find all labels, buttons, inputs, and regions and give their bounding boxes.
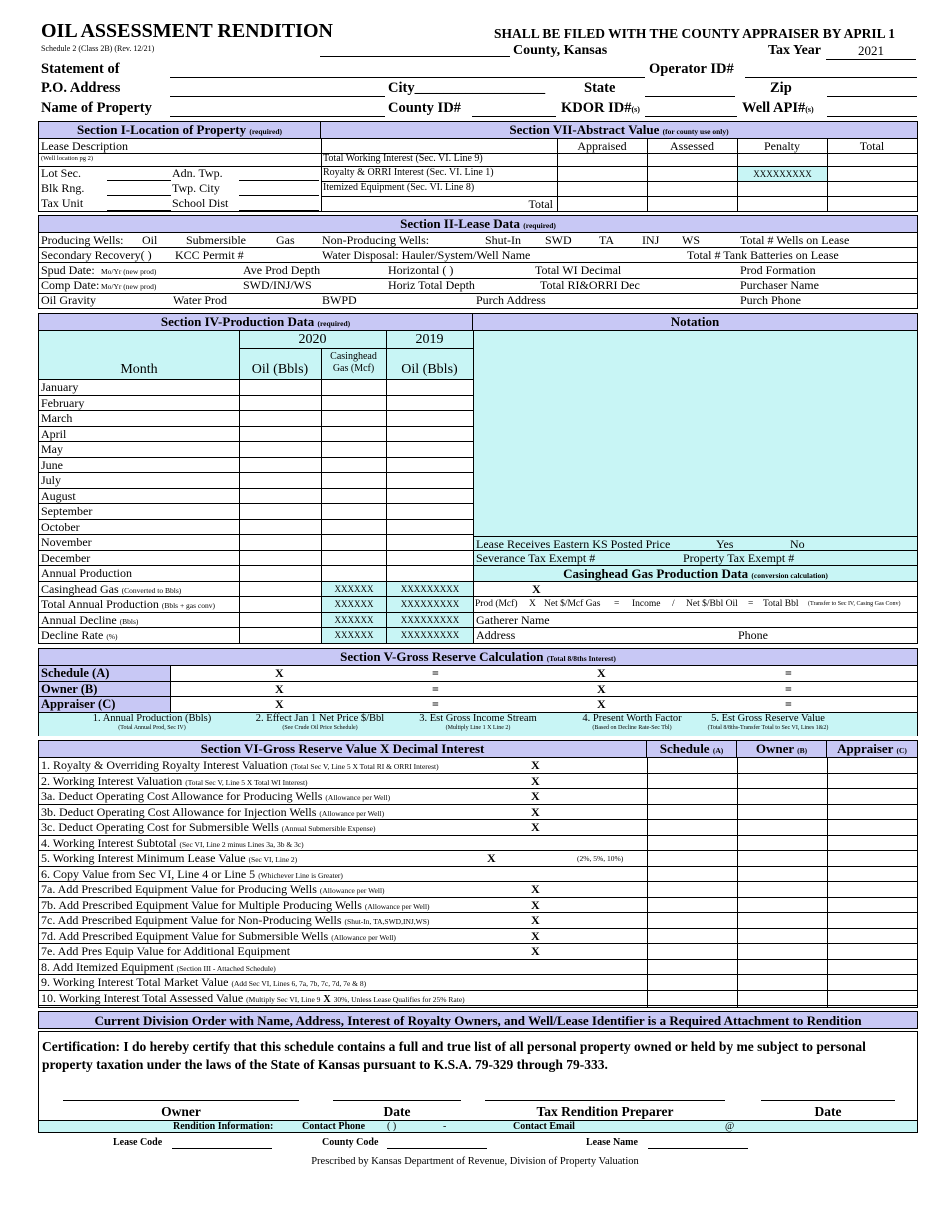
gross-reserve-value-row-10[interactable]: 7b. Add Prescribed Equipment Value for Multiple Producing Wells (Allowance per Well) X [39,898,917,914]
month-row-february[interactable]: February [39,396,473,412]
schedule-rev: Schedule 2 (Class 2B) (Rev. 12/21) [41,44,155,53]
section-7-header: Section VII-Abstract Value (for county use only) [321,122,917,139]
statement-of-label: Statement of [41,61,120,77]
state-label: State [584,80,616,96]
gatherer-row[interactable]: Gatherer Name [474,613,917,628]
preparer-sign-line[interactable] [485,1100,725,1101]
certification-text: Certification: I do hereby certify that this schedule contains a full and true list of all personal property owned or held by me subject to personal property taxation under the laws of the State of Kansas pursuant to K.S.A. 79-329 through 79-333. [42,1039,866,1072]
operator-id-label: Operator ID# [649,61,734,77]
total-label: Total [528,197,553,211]
owner-date-label: Date [383,1104,411,1119]
contact-phone-label: Contact Phone [302,1121,366,1132]
cgpd-x-row[interactable]: X [474,582,917,597]
owner-label: Owner [161,1104,201,1119]
county-field[interactable] [320,56,510,57]
preparer-label: Tax Rendition Preparer [536,1104,674,1119]
twp-city-field[interactable] [239,195,319,196]
month-row-january[interactable]: January [39,380,473,396]
gross-reserve-legend-2: 2. Effect Jan 1 Net Price $/Bbl (See Crude Oil Price Schedule) [255,713,385,731]
gross-reserve-value-row-13[interactable]: 7e. Add Pres Equip Value for Additional Equipment X [39,944,917,960]
month-row-august[interactable]: August [39,489,473,505]
preparer-date-label: Date [814,1104,842,1119]
prescribed-by: Prescribed by Kansas Department of Revenue, Division of Property Valuation [311,1156,639,1167]
notation-area[interactable] [473,331,917,537]
month-row-june[interactable]: June [39,458,473,474]
tax-unit-field[interactable] [107,210,171,211]
preparer-date-line[interactable] [761,1100,895,1101]
state-field[interactable] [645,96,735,97]
gross-reserve-value-row-14[interactable]: 8. Add Itemized Equipment (Section III - Attached Schedule) [39,960,917,976]
gross-reserve-value-row-5[interactable]: 3c. Deduct Operating Cost for Submersible Wells (Annual Submersible Expense) X [39,820,917,836]
lease-row-4: Comp Date: Mo/Yr (new prod) SWD/INJ/WS Horiz Total Depth Total RI&ORRI Dec Purchaser Name [41,278,819,292]
section-1-header: Section I-Location of Property (required) [39,122,321,139]
gross-reserve-value-row-7[interactable]: 5. Working Interest Minimum Lease Value (Sec VI, Line 2) X (2%, 5%, 10%) [39,851,917,867]
gross-reserve-value-row-11[interactable]: 7c. Add Prescribed Equipment Value for Non-Producing Wells (Shut-In, TA,SWD,INJ,WS) X [39,913,917,929]
section-4-header: Section IV-Production Data (required) [39,314,473,331]
eastern-ks-row[interactable]: Lease Receives Eastern KS Posted Price Yes No [474,536,917,551]
lease-code-label: Lease Code [113,1137,163,1148]
lease-row-3: Spud Date: Mo/Yr (new prod) Ave Prod Depth Horizontal ( ) Total WI Decimal Prod Formation [41,263,816,277]
month-row-september[interactable]: September [39,504,473,520]
row-royalty: Royalty & ORRI Interest (Sec. VI. Line 1) [323,167,494,178]
gross-reserve-value-row-3[interactable]: 3a. Deduct Operating Cost Allowance for Producing Wells (Allowance per Well) X [39,789,917,805]
lease-row-1: Producing Wells: Oil Submersible Gas Non-Producing Wells: Shut-In SWD TA INJ WS Total # Wells on Lease [41,233,850,247]
gross-reserve-legend-3: 3. Est Gross Income Stream (Multiply Line 1 X Line 2) [419,713,537,731]
owner-b-col: Owner (B) [737,741,827,758]
month-col-head: Month [120,362,158,377]
lease-row-5: Oil Gravity Water Prod BWPD Purch Address Purch Phone [41,293,801,307]
month-row-july[interactable]: July [39,473,473,489]
gross-reserve-legend-5: 5. Est Gross Reserve Value (Total 8/8ths-Transfer Total to Sec VI, Lines 1&2) [707,713,829,731]
penalty-x-cell: XXXXXXXXX [738,167,827,181]
section-2 [38,215,918,309]
name-of-property-field[interactable] [170,116,385,117]
file-notice: SHALL BE FILED WITH THE COUNTY APPRAISER BY APRIL 1 [494,26,895,41]
month-row-april[interactable]: April [39,427,473,443]
po-address-field[interactable] [170,96,385,97]
address-row[interactable]: Address Phone [476,628,768,642]
lease-name-label: Lease Name [586,1137,638,1148]
month-row-december[interactable]: December [39,551,473,567]
well-api-field[interactable] [827,116,917,117]
rendition-info-row: Rendition Information: Contact Phone ( ) - Contact Email @ [39,1120,917,1132]
col-appraised: Appraised [577,139,627,153]
gross-reserve-row-2[interactable]: Appraiser (C) X = X = [41,697,792,711]
contact-email-field[interactable]: @ [725,1121,735,1132]
county-id-label: County ID# [388,100,461,116]
section-6 [38,740,918,1008]
lease-row-2: Secondary Recovery( ) KCC Permit # Water Disposal: Hauler/System/Well Name Total # Tank Batteries on Lease [41,248,839,262]
gross-reserve-value-row-15[interactable]: 9. Working Interest Total Market Value (Add Sec VI, Lines 6, 7a, 7b, 7c, 7d, 7e & 8) [39,975,917,991]
lease-name-field[interactable] [648,1148,748,1149]
gross-reserve-value-row-9[interactable]: 7a. Add Prescribed Equipment Value for Producing Wells (Allowance per Well) X [39,882,917,898]
gross-reserve-value-row-1[interactable]: 1. Royalty & Overriding Royalty Interest Valuation (Total Sec V, Line 5 X Total RI & ORRI Interest) X [39,758,917,774]
kdor-id-field[interactable] [645,116,737,117]
row-total-wi: Total Working Interest (Sec. VI. Line 9) [323,153,483,164]
cgpd-formula: Prod (Mcf) X Net $/Mcf Gas = Income / Net $/Bbl Oil = Total Bbl (Transfer to Sec IV, Casing Gas Conv) [474,597,917,613]
col-assessed: Assessed [670,139,714,153]
lot-sec-label: Lot Sec. [41,166,81,180]
section-5 [38,648,918,736]
gross-reserve-legend-1: 1. Annual Production (Bbls) (Total Annual Prod, Sec IV) [92,713,212,731]
year-2020: 2020 [298,332,327,347]
oil-2019-head: Oil (Bbls) [401,362,458,377]
gross-reserve-value-row-6[interactable]: 4. Working Interest Subtotal (Sec VI, Line 2 minus Lines 3a, 3b & 3c) [39,836,917,852]
tax-unit-label: Tax Unit [41,196,84,210]
tax-year-field[interactable]: 2021 [826,43,916,60]
owner-sign-line[interactable] [63,1100,299,1101]
lease-description-label: Lease Description [41,139,128,153]
blk-rng-label: Blk Rng. [41,181,85,195]
month-row-november[interactable]: November [39,535,473,551]
blk-rng-field[interactable] [107,195,171,196]
annual-decline-row[interactable]: Annual Decline (Bbls) XXXXXX XXXXXXXXX [39,613,473,629]
month-row-october[interactable]: October [39,520,473,536]
city-label: City__________________ [388,80,546,96]
month-row-may[interactable]: May [39,442,473,458]
school-dist-field[interactable] [239,210,319,211]
decline-rate-row[interactable]: Decline Rate (%) XXXXXX XXXXXXXXX [39,628,473,644]
well-api-label: Well API#(s) [742,100,814,116]
statement-of-field[interactable] [170,77,645,78]
owner-date-line[interactable] [333,1100,461,1101]
col-penalty: Penalty [764,139,800,153]
zip-label: Zip [770,80,792,96]
total-annual-row[interactable]: Total Annual Production (Bbls + gas conv) XXXXXX XXXXXXXXX [39,597,473,613]
contact-email-label: Contact Email [513,1121,575,1132]
section-4 [38,313,918,644]
casinghead-head: Casinghead Gas (Mcf) [330,351,377,374]
name-of-property-label: Name of Property [41,100,152,116]
gross-reserve-value-row-4[interactable]: 3b. Deduct Operating Cost Allowance for Injection Wells (Allowance per Well) X [39,805,917,821]
row-itemized: Itemized Equipment (Sec. VI. Line 8) [323,182,475,193]
twp-city-label: Twp. City [172,181,220,195]
well-location-note: (Well location pg 2) [41,155,94,162]
schedule-a-col: Schedule (A) [647,741,737,758]
appraiser-c-col: Appraiser (C) [827,741,917,758]
annual-production-row[interactable]: Annual Production [39,566,473,582]
year-2019: 2019 [415,332,444,347]
certification-box [38,1031,918,1133]
gross-reserve-value-row-16[interactable]: 10. Working Interest Total Assessed Value (Multiply Sec VI, Line 9 X 30%, Unless Lease Qualifies for 25% Rate) [39,991,917,1007]
gross-reserve-row-0[interactable]: Schedule (A) X = X = [39,666,917,682]
zip-field[interactable] [827,96,917,97]
tax-year-label: Tax Year [768,43,822,58]
section-2-header: Section II-Lease Data (required) [39,216,917,233]
county-kansas-label: County, Kansas [513,43,608,58]
gross-reserve-legend-4: 4. Present Worth Factor (Based on Decline Rate-Sec Tbl) [582,713,682,731]
gross-reserve-row-1[interactable]: Owner (B) X = X = [39,682,917,698]
oil-2020-head: Oil (Bbls) [251,362,309,377]
county-code-field[interactable] [387,1148,487,1149]
cgpd-header: Casinghead Gas Production Data (conversion calculation) [474,566,917,582]
section-5-header: Section V-Gross Reserve Calculation (Total 8/8ths Interest) [39,649,917,666]
exempt-row[interactable]: Severance Tax Exempt # Property Tax Exempt # [474,551,917,566]
operator-id-field[interactable] [745,77,917,78]
adn-twp-field[interactable] [239,180,319,181]
form-title: OIL ASSESSMENT RENDITION [41,20,333,42]
county-id-field[interactable] [472,116,556,117]
lot-sec-field[interactable] [107,180,171,181]
adn-twp-label: Adn. Twp. [172,166,223,180]
contact-phone-field[interactable]: ( ) [387,1121,397,1132]
kdor-id-label: KDOR ID#(s) [561,100,640,116]
division-order-notice: Current Division Order with Name, Address, Interest of Royalty Owners, and Well/Lease Identifier is a Required Attachment to Rendition [38,1011,918,1029]
section-6-header: Section VI-Gross Reserve Value X Decimal Interest [39,741,647,758]
gross-reserve-value-row-8[interactable]: 6. Copy Value from Sec VI, Line 4 or Line 5 (Whichever Line is Greater) [39,867,917,883]
county-code-label: County Code [322,1137,379,1148]
casinghead-gas-row[interactable]: Casinghead Gas (Converted to Bbls) XXXXXX XXXXXXXXX [39,582,473,598]
school-dist-label: School Dist [172,196,229,210]
notation-header: Notation [473,314,917,331]
gross-reserve-value-row-12[interactable]: 7d. Add Prescribed Equipment Value for Submersible Wells (Allowance per Well) X [39,929,917,945]
lease-code-field[interactable] [172,1148,272,1149]
month-row-march[interactable]: March [39,411,473,427]
gross-reserve-value-row-2[interactable]: 2. Working Interest Valuation (Total Sec V, Line 5 X Total WI Interest) X [39,774,917,790]
po-address-label: P.O. Address [41,80,121,96]
section-1-7 [38,121,918,212]
col-total: Total [859,139,885,153]
